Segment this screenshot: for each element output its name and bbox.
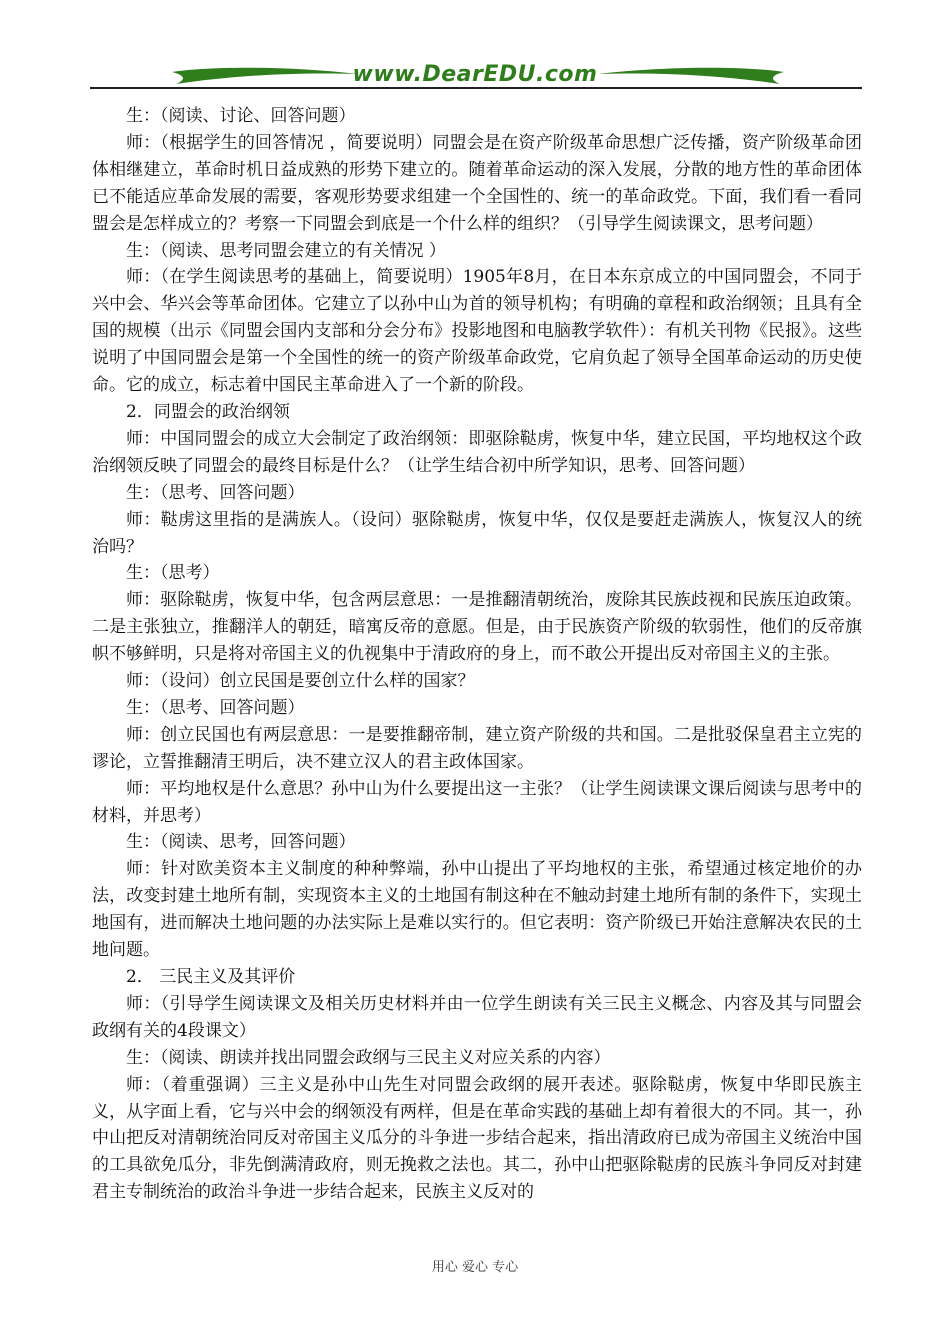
paragraph: 师：（着重强调）三主义是孙中山先生对同盟会政纲的展开表述。驱除鞑虏，恢复中华即民族主义，从字面上看，它与兴中会的纲领没有两样，但是在革命实践的基础上却有着很大的不同。其一，孙中山把反对清朝统治同反对帝国主义瓜分的斗争进一步结合起来，指出清政府已成为帝国主义统治中国的工具欲免瓜分，非先倒满清政府，则无挽救之法也。其二，孙中山把驱除鞑虏的民族斗争同反对封建君主专制统治的政治斗争进一步结合起来，民族主义反对的 [92, 1074, 862, 1203]
section-heading: 2．同盟会的政治纲领 [126, 401, 290, 422]
document-body [92, 103, 862, 1206]
paragraph: 师：针对欧美资本主义制度的种种弊端，孙中山提出了平均地权的主张，希望通过核定地价的办法，改变封建土地所有制，实现资本主义的土地国有制这种在不触动封建土地所有制的条件下，实现土地国有，进而解决土地问题的办法实际上是难以实行的。但它表明：资产阶级已开始注意解决农民的土地问题。 [92, 859, 862, 961]
paragraph: 师：鞑虏这里指的是满族人。（设问）驱除鞑虏，恢复中华，仅仅是要赶走满族人，恢复汉人的统治吗？ [92, 509, 862, 557]
paragraph: 生：（阅读、朗读并找出同盟会政纲与三民主义对应关系的内容） [126, 1047, 611, 1068]
paragraph: 生：（阅读、思考，回答问题） [126, 832, 356, 853]
paragraph: 师：（设问）创立民国是要创立什么样的国家？ [126, 671, 475, 692]
paragraph: 生：（思考、回答问题） [126, 697, 305, 718]
page-footer: 用心 爱心 专心 [431, 1260, 519, 1275]
paragraph: 生：（阅读、思考同盟会建立的有关情况 ） [126, 240, 446, 261]
paragraph: 师：中国同盟会的成立大会制定了政治纲领：即驱除鞑虏，恢复中华，建立民国，平均地权这个政治纲领反映了同盟会的最终目标是什么？（让学生结合初中所学知识，思考、回答问题） [92, 428, 862, 476]
paragraph: 师：平均地权是什么意思？孙中山为什么要提出这一主张？（让学生阅读课文课后阅读与思考中的材料，并思考） [92, 778, 862, 826]
right-swoosh-decoration [596, 64, 786, 86]
paragraph: 师：（根据学生的回答情况 ，简要说明）同盟会是在资产阶级革命思想广泛传播，资产阶级革命团体相继建立，革命时机日益成熟的形势下建立的。随着革命运动的深入发展，分散的地方性的革命团体已不能适应革命发展的需要，客观形势要求组建一个全国性的、统一的革命政党。下面，我们看一看同盟会是怎样成立的？考察一下同盟会到底是一个什么样的组织？（引导学生阅读课文，思考问题） [92, 132, 862, 234]
paragraph: 生：（思考） [126, 563, 220, 584]
paragraph: 师：创立民国也有两层意思：一是要推翻帝制，建立资产阶级的共和国。二是批驳保皇君主立宪的谬论，立誓推翻清王明后，决不建立汉人的君主政体国家。 [92, 724, 862, 772]
paragraph: 师：（引导学生阅读课文及相关历史材料并由一位学生朗读有关三民主义概念、内容及其与同盟会政纲有关的4段课文） [92, 993, 862, 1041]
page-header [0, 0, 950, 100]
paragraph: 生：（阅读、讨论、回答问题） [126, 106, 356, 126]
paragraph: 师：（在学生阅读思考的基础上，简要说明）1905年8月，在日本东京成立的中国同盟会，不同于兴中会、华兴会等革命团体。它建立了以孙中山为首的领导机构；有明确的章程和政治纲领；且具有全国的规模（出示《同盟会国内支部和分会分布》投影地图和电脑教学软件）：有机关刊物《民报》。这些说明了中国同盟会是第一个全国性的统一的资产阶级革命政党，它肩负起了领导全国革命运动的历史使命。它的成立，标志着中国民主革命进入了一个新的阶段。 [92, 267, 862, 396]
paragraph: 生：（思考、回答问题） [126, 482, 305, 503]
section-heading: 2． 三民主义及其评价 [126, 967, 296, 987]
site-logo-text: www.DearEDU.com [352, 62, 598, 87]
paragraph: 师：驱除鞑虏，恢复中华，包含两层意思：一是推翻清朝统治，废除其民族歧视和民族压迫政策。二是主张独立，推翻洋人的朝廷，暗寓反帝的意愿。但是，由于民族资产阶级的软弱性，他们的反帝旗帜不够鲜明，只是将对帝国主义的仇视集中于清政府的身上，而不敢公开提出反对帝国主义的主张。 [92, 590, 862, 665]
header-divider [90, 87, 862, 89]
